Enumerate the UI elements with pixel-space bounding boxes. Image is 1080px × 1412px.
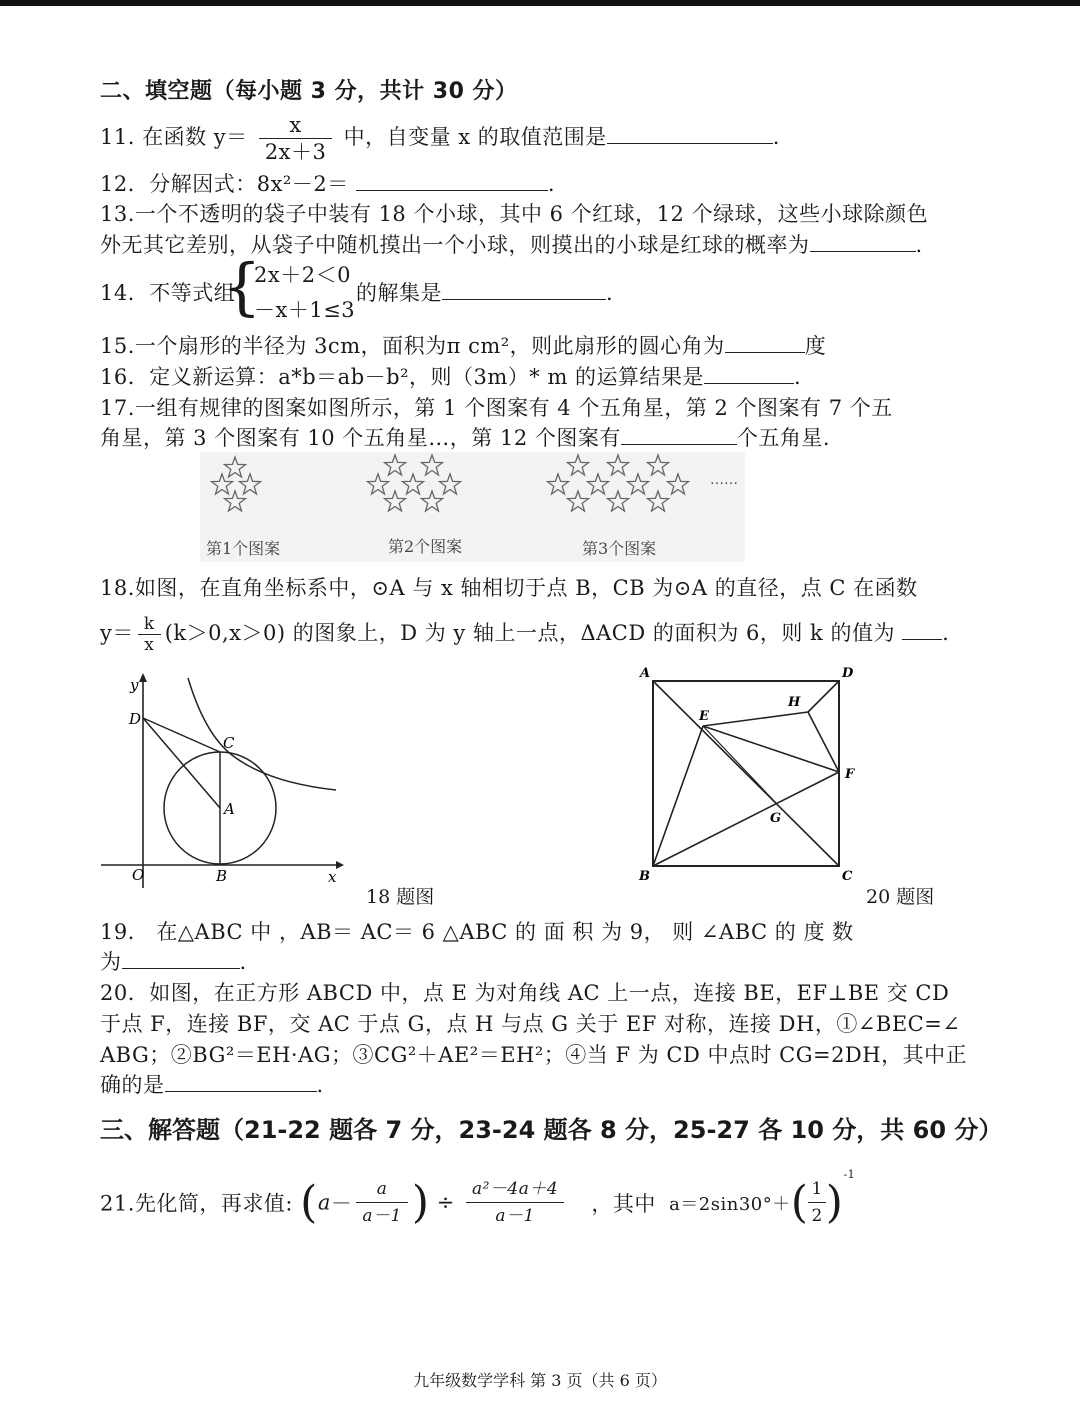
- q19-answer-blank[interactable]: [122, 950, 240, 969]
- q20-answer-blank[interactable]: [165, 1073, 317, 1092]
- figure-20: [636, 660, 866, 890]
- q18-answer-blank[interactable]: [902, 621, 942, 640]
- q18-fraction: [138, 614, 161, 655]
- q14-answer-blank[interactable]: [442, 281, 606, 300]
- q21-half-numerator: 1: [808, 1176, 825, 1203]
- q21-fraction-2: [466, 1176, 564, 1229]
- q18-numerator: k: [138, 614, 161, 635]
- q21-right-paren: ): [411, 1177, 430, 1228]
- q11-answer-blank[interactable]: [607, 125, 773, 144]
- q12-answer-blank[interactable]: [356, 172, 548, 191]
- q16-answer-blank[interactable]: [704, 365, 794, 384]
- q18-denominator: x: [144, 635, 155, 655]
- q16-text: 16．定义新运算：a*b＝ab－b²，则（3m）* m 的运算结果是: [100, 365, 705, 389]
- q15-unit: 度: [804, 334, 827, 358]
- question-18-line2: y＝ $\frac{k}{x}$ (k＞0,x＞0) 的图象上，D 为 y 轴上一点，ΔACD 的面积为 6，则 k 的值为 .: [100, 614, 950, 655]
- section-heading-answer: 三、解答题（21-22 题各 7 分，23-24 题各 8 分，25-27 各 10 分，共 60 分）: [100, 1116, 1003, 1144]
- q11-prefix: 11. 在函数 y＝: [100, 125, 248, 149]
- q21-divide: ÷: [436, 1190, 455, 1215]
- label-c: C: [842, 869, 853, 884]
- q11-suffix: 中，自变量 x 的取值范围是: [343, 125, 607, 149]
- q15-text: 15.一个扇形的半径为 3cm，面积为π cm²，则此扇形的圆心角为: [100, 334, 725, 358]
- segment-dc: [143, 718, 220, 752]
- question-13-line2: 外无其它差别，从袋子中随机摸出一个小球，则摸出的小球是红球的概率为 .: [100, 233, 923, 257]
- q21-a: a: [317, 1190, 331, 1215]
- q20-line2: 于点 F，连接 BF，交 AC 于点 G，点 H 与点 G 关于 EF 对称，连接 DH，①∠BEC=∠: [100, 1012, 961, 1036]
- label-g: G: [770, 811, 782, 826]
- q21-left-paren: (: [300, 1177, 318, 1228]
- question-15: [100, 330, 826, 360]
- q11-fraction: [259, 112, 333, 165]
- q17-line2-suffix: 个五角星.: [736, 426, 831, 450]
- y-axis-arrow: [139, 673, 147, 682]
- question-14-suffix: 的解集是 .: [356, 281, 614, 305]
- q18-lhs: y＝: [100, 621, 134, 645]
- q21-inner-denominator: a－1: [362, 1206, 402, 1226]
- label-d: D: [842, 666, 854, 681]
- q11-denominator: 2x＋3: [264, 140, 327, 164]
- q15-answer-blank[interactable]: [725, 334, 805, 353]
- q18-line1: 18.如图，在直角坐标系中，⊙A 与 x 轴相切于点 B，CB 为⊙A 的直径，点 C 在函数: [100, 576, 918, 600]
- q21-half-fraction: [808, 1176, 825, 1229]
- q21-denominator-2: a－1: [495, 1206, 535, 1226]
- q21-half-right-paren: ): [825, 1177, 844, 1228]
- q14-inequality-1: 2x＋2＜0: [254, 263, 351, 287]
- caption-pattern-1: 第1个图案: [206, 539, 281, 558]
- star-pattern-ellipsis: ……: [710, 472, 738, 488]
- caption-pattern-2: 第2个图案: [388, 537, 463, 556]
- q18-line2: (k＞0,x＞0) 的图象上，D 为 y 轴上一点，ΔACD 的面积为 6，则 k 的值为: [164, 621, 895, 645]
- q21-inner-fraction: [356, 1176, 407, 1229]
- label-a: A: [640, 666, 651, 681]
- q21-minus: －: [330, 1191, 353, 1216]
- q20-line1: 20．如图，在正方形 ABCD 中，点 E 为对角线 AC 上一点，连接 BE，EF⊥BE 交 CD: [100, 981, 950, 1005]
- label-x: x: [328, 868, 337, 886]
- label-h: H: [788, 695, 801, 710]
- question-11: 11. 在函数 y＝ $\frac{x}{2x+3}$ 中，自变量 x 的取值范围是 .: [100, 113, 780, 164]
- label-o: O: [132, 866, 145, 884]
- question-17-line2: [100, 422, 830, 452]
- q19-line1: 19． 在△ABC 中 ，AB＝ AC＝ 6 △ABC 的 面 积 为 9， 则 ∠ABC 的 度 数: [100, 920, 854, 944]
- page-footer: 九年级数学学科 第 3 页（共 6 页）: [413, 1371, 667, 1390]
- q21-half-left-paren: (: [790, 1177, 809, 1228]
- top-border: [0, 0, 1080, 6]
- question-12: 12．分解因式：8x²－2＝ .: [100, 172, 556, 196]
- figure-18: [96, 668, 346, 890]
- label-b: B: [216, 867, 228, 885]
- q20-line3: ABG；②BG²＝EH·AG；③CG²＋AE²＝EH²；④当 F 为 CD 中点时 CG=2DH，其中正: [100, 1043, 968, 1067]
- q21-inner-numerator: a: [356, 1176, 407, 1203]
- q13-line2: 外无其它差别，从袋子中随机摸出一个小球，则摸出的小球是红球的概率为: [100, 233, 810, 257]
- q17-line1: 17.一组有规律的图案如图所示，第 1 个图案有 4 个五角星，第 2 个图案有 7 个五: [100, 396, 893, 420]
- segment-da: [143, 718, 220, 808]
- q14-suffix: 的解集是: [356, 281, 442, 305]
- label-d: D: [129, 710, 142, 728]
- figure-20-caption: 20 题图: [866, 886, 935, 908]
- label-y: y: [130, 676, 139, 694]
- segment-eh: [703, 712, 808, 726]
- label-f: F: [845, 767, 855, 782]
- label-c: C: [223, 734, 235, 752]
- q14-inequality-2: －x＋1≤3: [254, 298, 356, 322]
- section-heading-fill-in: 二、填空题（每小题 3 分，共计 30 分）: [100, 79, 518, 104]
- q21-condition: a＝2sin30°＋: [669, 1193, 791, 1215]
- q14-brace: {: [222, 250, 262, 323]
- label-a: A: [224, 800, 235, 818]
- q17-answer-blank[interactable]: [621, 426, 737, 445]
- star-pattern-figure: [200, 452, 745, 562]
- q21-half-denominator: 2: [811, 1206, 823, 1226]
- q21-where: ，其中: [591, 1191, 656, 1216]
- q21-prefix: 21.先化简，再求值:: [100, 1191, 293, 1216]
- label-b: B: [639, 869, 650, 884]
- q17-line2: 角星，第 3 个图案有 10 个五角星…，第 12 个图案有: [100, 426, 621, 450]
- q11-numerator: x: [259, 112, 333, 139]
- hyperbola-curve: [188, 678, 336, 790]
- label-e: E: [699, 709, 709, 724]
- segment-hd: [808, 681, 839, 712]
- question-20-line4: 确的是 .: [100, 1073, 324, 1097]
- q14-prefix: 14．不等式组: [100, 281, 236, 305]
- q20-line4: 确的是: [100, 1073, 165, 1097]
- question-16: 16．定义新运算：a*b＝ab－b²，则（3m）* m 的运算结果是 .: [100, 365, 802, 389]
- caption-pattern-3: 第3个图案: [582, 539, 657, 558]
- question-21: [100, 1168, 855, 1229]
- figure-18-caption: 18 题图: [366, 886, 435, 908]
- q12-text: 12．分解因式：8x²－2＝: [100, 172, 349, 196]
- q19-line2: 为: [100, 950, 122, 974]
- question-19-line2: 为 .: [100, 950, 247, 974]
- q13-line1: 13.一个不透明的袋子中装有 18 个小球，其中 6 个红球，12 个绿球，这些小球除颜色: [100, 202, 929, 226]
- q21-exponent: -1: [843, 1168, 856, 1181]
- x-axis-arrow: [336, 861, 344, 869]
- q21-numerator-2: a²－4a＋4: [466, 1176, 564, 1203]
- q13-answer-blank[interactable]: [810, 233, 916, 252]
